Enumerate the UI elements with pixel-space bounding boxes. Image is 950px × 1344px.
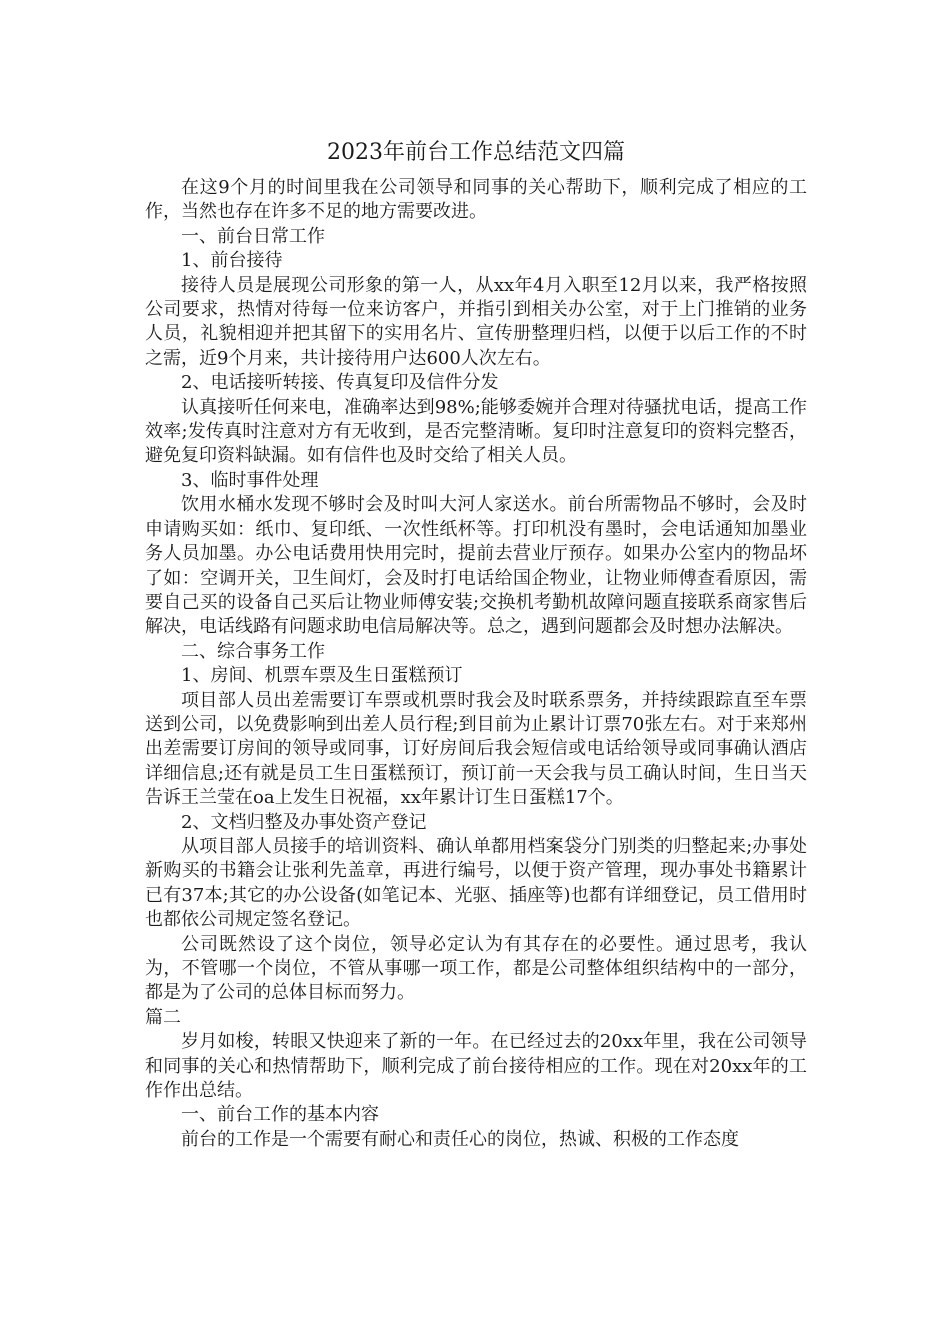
paragraph: 1、房间、机票车票及生日蛋糕预订 [181,665,463,687]
paragraph: 岁月如梭，转眼又快迎来了新的一年。在已经过去的20xx年里，我在公司领导和同事的关心和热情帮助下，顺利完成了前台接待相应的工作。现在对20xx年的工作作出总结。 [145,1031,807,1102]
paragraph-list [145,176,807,1152]
paragraph: 二、综合事务工作 [181,640,325,662]
paragraph: 一、前台工作的基本内容 [181,1104,379,1126]
paragraph: 2、文档归整及办事处资产登记 [181,811,427,833]
paragraph: 在这9个月的时间里我在公司领导和同事的关心帮助下，顺利完成了相应的工作，当然也存在许多不足的地方需要改进。 [145,177,807,223]
paragraph: 前台的工作是一个需要有耐心和责任心的岗位，热诚、积极的工作态度 [181,1128,739,1150]
paragraph: 3、临时事件处理 [181,469,319,491]
paragraph: 项目部人员出差需要订车票或机票时我会及时联系票务，并持续跟踪直至车票送到公司，以免费影响到出差人员行程;到目前为止累计订票70张左右。对于来郑州出差需要订房间的领导或同事，订好房间后我会短信或电话给领导或同事确认酒店详细信息;还有就是员工生日蛋糕预订，预订前一天会我与员工确认时间，生日当天告诉王兰莹在oa上发生日祝福，xx年累计订生日蛋糕17个。 [145,689,807,809]
document-title: 2023年前台工作总结范文四篇 [327,140,625,165]
paragraph: 从项目部人员接手的培训资料、确认单都用档案袋分门别类的归整起来;办事处新购买的书籍会让张利先盖章，再进行编号，以便于资产管理，现办事处书籍累计已有37本;其它的办公设备(如笔记本、光驱、插座等)也都有详细登记，员工借用时也都依公司规定签名登记。 [145,835,807,931]
paragraph: 篇二 [145,1006,181,1028]
paragraph: 认真接听任何来电，准确率达到98%;能够委婉并合理对待骚扰电话，提高工作效率;发传真时注意对方有无收到，是否完整清晰。复印时注意复印的资料完整否，避免复印资料缺漏。如有信件也及时交给了相关人员。 [145,396,807,467]
paragraph: 饮用水桶水发现不够时会及时叫大河人家送水。前台所需物品不够时，会及时申请购买如：纸巾、复印纸、一次性纸杯等。打印机没有墨时，会电话通知加墨业务人员加墨。办公电话费用快用完时，提前去营业厅预存。如果办公室内的物品坏了如：空调开关，卫生间灯，会及时打电话给国企物业，让物业师傅查看原因，需要自己买的设备自己买后让物业师傅安装;交换机考勤机故障问题直接联系商家售后解决，电话线路有问题求助电信局解决等。总之，遇到问题都会及时想办法解决。 [145,494,807,638]
paragraph: 公司既然设了这个岗位，领导必定认为有其存在的必要性。通过思考，我认为，不管哪一个岗位，不管从事哪一项工作，都是公司整体组织结构中的一部分，都是为了公司的总体目标而努力。 [145,933,807,1004]
document-body [145,136,807,1152]
paragraph: 2、电话接听转接、传真复印及信件分发 [181,372,499,394]
paragraph: 1、前台接待 [181,250,283,272]
paragraph: 接待人员是展现公司形象的第一人，从xx年4月入职至12月以来，我严格按照公司要求，热情对待每一位来访客户，并指引到相关办公室，对于上门推销的业务人员，礼貌相迎并把其留下的实用名片、宣传册整理归档，以便于以后工作的不时之需，近9个月来，共计接待用户达600人次左右。 [145,274,807,369]
paragraph: 一、前台日常工作 [181,225,325,247]
